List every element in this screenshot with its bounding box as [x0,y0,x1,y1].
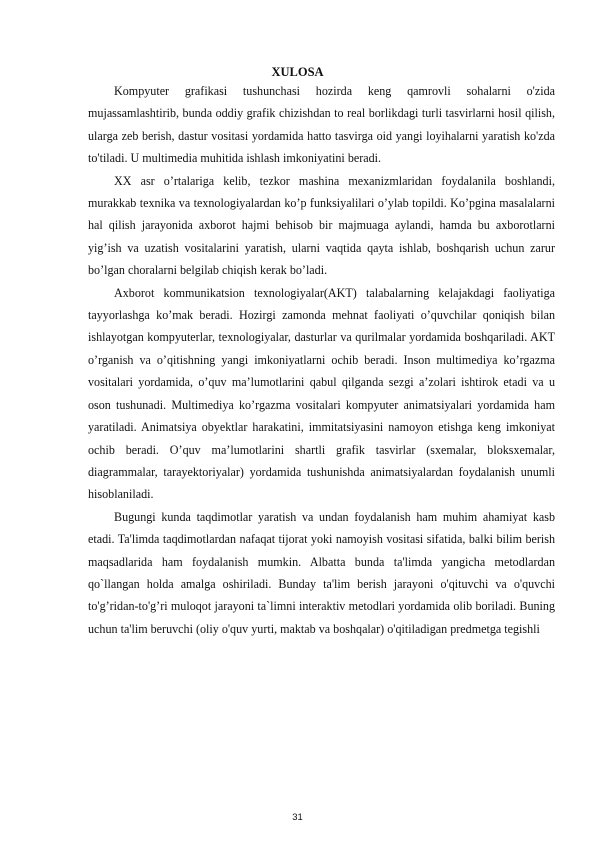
paragraph-3: Axborot kommunikatsion texnologiyalar(AKT) talabalarning kelajakdagi faoliyatiga tayyorlashga ko’mak beradi. Hozirgi zamonda mehnat faoliyati o’quvchilar qoniqish bilan ishlayotgan kompyuterlar, texnologiyalar, dasturlar va qurilmalar yordamida boshqariladi. AKT o’rganish va o’qitishning yangi imkoniyatlarni ochib beradi. Inson multimediya ko’rgazma vositalari yordamida, o’quv ma’lumotlarini qabul qilganda sezgi a’zolari ishtirok etadi va u oson tushunadi. Multimediya ko’rgazma vositalari kompyuter animatsiyalari yordamida ham yaratiladi. Animatsiya obyektlar harakatini, immitatsiyasini namoyon etishga keng imkoniyat ochib beradi. O’quv ma’lumotlarini shartli grafik tasvirlar (sxemalar, bloksxemalar, diagrammalar, tarayektoriyalar) yordamida tushunishda animatsiyalardan foydalanish unumli hisoblaniladi. [88,285,555,502]
page-title: XULOSA [271,65,324,79]
body-text [88,80,555,640]
page-number: 31 [292,812,303,823]
paragraph-1: Kompyuter grafikasi tushunchasi hozirda keng qamrovli sohalarni o'zida mujassamlashtirib, bunda oddiy grafik chizishdan to real borlikdagi turli tasvirlarni hosil qilish, ularga zeb berish, dastur vositasi yordamida hatto tasvirga oid yangi loyihalarni yaratish ko'zda to'tiladi. U multimedia muhitida ishlash imkoniyatini beradi. [88,84,555,166]
paragraph-4: Bugungi kunda taqdimotlar yaratish va undan foydalanish ham muhim ahamiyat kasb etadi. Ta'limda taqdimotlardan nafaqat tijorat yoki namoyish vositasi sifatida, balki bilim berish maqsadlarida ham foydalanish mumkin. Albatta bunda ta'limda yangicha metodlardan qo`llangan holda amalga oshiriladi. Bunday ta'lim berish jarayoni o'qituvchi va o'quvchi to'g’ridan-to'g’ri muloqot jarayoni ta`limni interaktiv metodlari yordamida olib boriladi. Buning uchun ta'lim beruvchi (oliy o'quv yurti, maktab va boshqalar) o'qitiladigan predmetga tegishli [88,509,555,636]
paragraph-2: XX asr o’rtalariga kelib, tezkor mashina mexanizmlaridan foydalanila boshlandi, murakkab texnika va texnologiyalardan ko’p funksiyalilari o’ylab topildi. Ko’pgina masalalarni hal qilish jarayonida axborot hajmi behisob bir majmuaga aylandi, hamda bu axborotlarni yig’ish va uzatish vositalarini yaratish, ularni vaqtida qayta ishlab, boshqarish uchun zarur bo’lgan choralarni belgilab chiqish kerak bo’ladi. [88,173,555,278]
